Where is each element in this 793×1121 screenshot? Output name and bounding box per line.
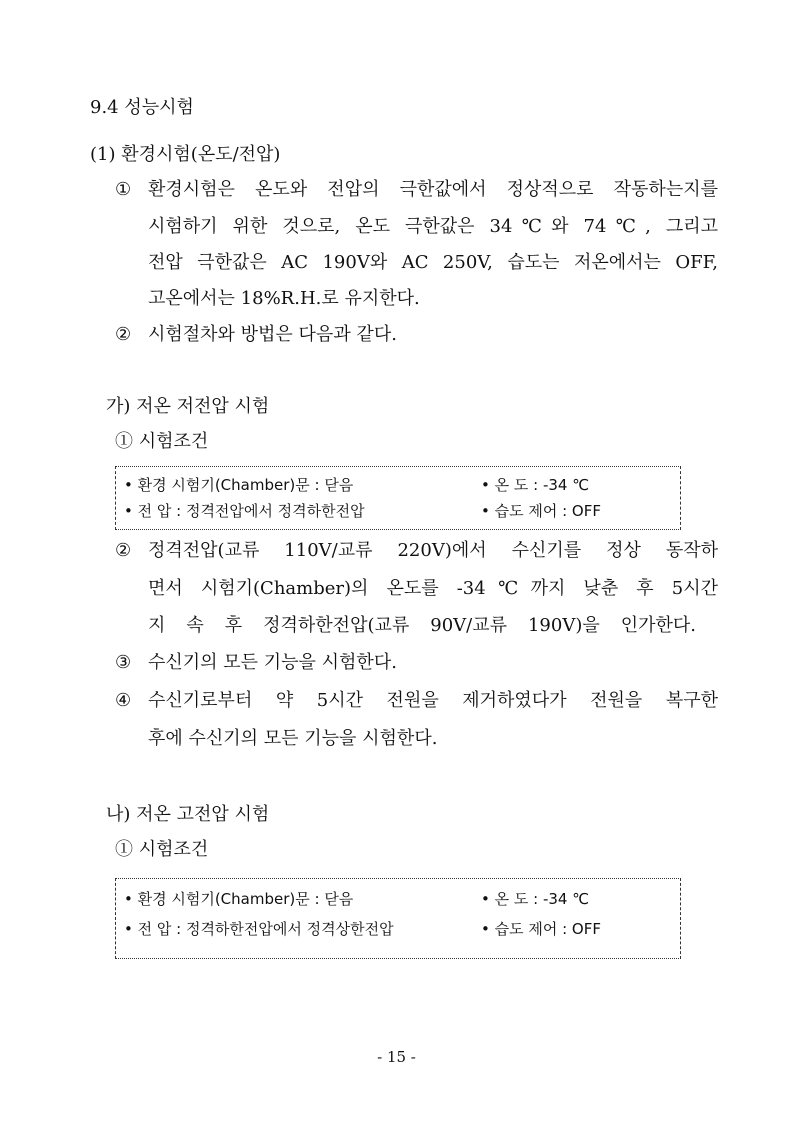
test-a-step2-line-2: 면서 시험기(Chamber)의 온도를 -34℃까지 낮춘 후 5시간 bbox=[148, 578, 718, 599]
page-number: - 15 - bbox=[377, 1048, 416, 1066]
test-a-step2-line-3: 지 속 후 정격하한전압(교류 90V/교류 190V)을 인가한다. bbox=[148, 615, 696, 636]
test-b-humidity: • 습도 제어 : OFF bbox=[481, 920, 601, 938]
test-a-humidity: • 습도 제어 : OFF bbox=[481, 502, 601, 520]
test-a-box-row-1 bbox=[116, 472, 680, 498]
test-b-temperature: • 온 도 : -34 ℃ bbox=[481, 890, 590, 908]
para1-line-4: 고온에서는 18%R.H.로 유지한다. bbox=[148, 288, 420, 309]
para2-text: 시험절차와 방법은 다음과 같다. bbox=[148, 324, 397, 345]
test-a-temperature: • 온 도 : -34 ℃ bbox=[481, 476, 590, 494]
test-b-heading: 나) 저온 고전압 시험 bbox=[106, 804, 270, 825]
test-a-box-row-2 bbox=[116, 498, 680, 524]
section-title: 9.4 성능시험 bbox=[90, 97, 194, 118]
para1-marker: ① bbox=[115, 179, 132, 200]
test-a-step2-line-1: 정격전압(교류 110V/교류 220V)에서 수신기를 정상 동작하 bbox=[148, 540, 718, 561]
subsection-title: (1) 환경시험(온도/전압) bbox=[90, 144, 281, 165]
test-b-chamber-door: • 환경 시험기(Chamber)문 : 닫음 bbox=[124, 890, 354, 908]
test-b-condition-label: ① 시험조건 bbox=[115, 839, 209, 860]
test-b-voltage: • 전 압 : 정격하한전압에서 정격상한전압 bbox=[124, 920, 394, 938]
test-b-box-row-1 bbox=[116, 886, 680, 912]
para1-line-1: 환경시험은 온도와 전압의 극한값에서 정상적으로 작동하는지를 bbox=[148, 179, 718, 200]
test-a-chamber-door: • 환경 시험기(Chamber)문 : 닫음 bbox=[124, 476, 354, 494]
para2-marker: ② bbox=[115, 324, 132, 345]
test-b-condition-box bbox=[115, 878, 681, 959]
test-a-condition-box bbox=[115, 466, 681, 530]
test-a-step4-marker: ④ bbox=[115, 690, 132, 711]
test-a-step2-marker: ② bbox=[115, 540, 132, 561]
test-a-step4-line-1: 수신기로부터 약 5시간 전원을 제거하였다가 전원을 복구한 bbox=[148, 690, 718, 711]
test-a-voltage: • 전 압 : 정격전압에서 정격하한전압 bbox=[124, 502, 365, 520]
test-a-step3-text: 수신기의 모든 기능을 시험한다. bbox=[148, 652, 397, 673]
test-b-box-row-2 bbox=[116, 916, 680, 942]
para1-line-2: 시험하기 위한 것으로, 온도 극한값은 34℃와 74℃, 그리고 bbox=[148, 216, 718, 237]
test-a-step4-line-2: 후에 수신기의 모든 기능을 시험한다. bbox=[148, 728, 438, 749]
test-a-heading: 가) 저온 저전압 시험 bbox=[106, 396, 270, 417]
test-a-step3-marker: ③ bbox=[115, 652, 132, 673]
test-a-condition-label: ① 시험조건 bbox=[115, 431, 209, 452]
para1-line-3: 전압 극한값은 AC 190V와 AC 250V, 습도는 저온에서는 OFF, bbox=[148, 252, 718, 273]
